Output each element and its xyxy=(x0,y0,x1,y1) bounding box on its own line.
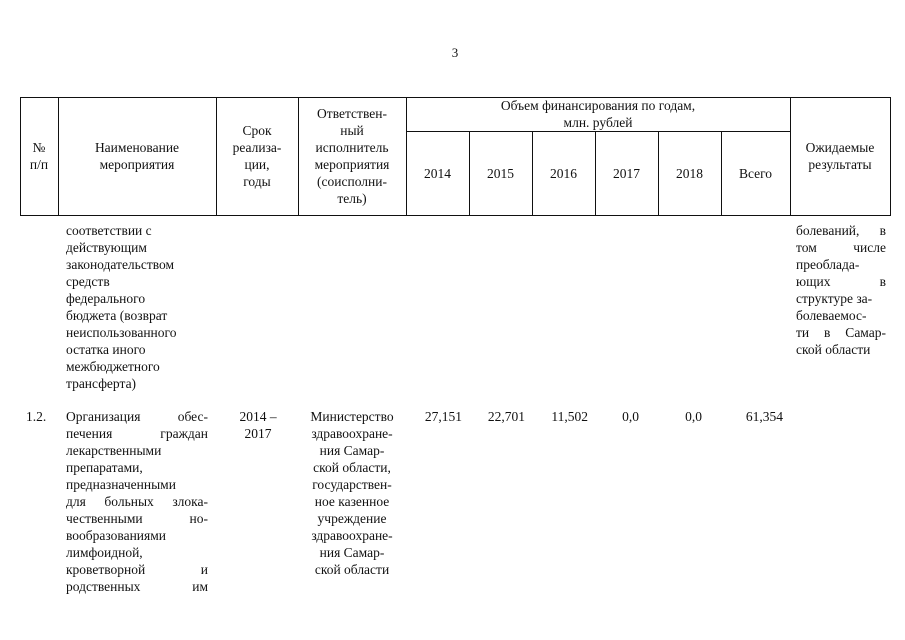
row-number: 1.2. xyxy=(26,409,47,424)
header-total: Всего xyxy=(738,165,773,181)
value-2015: 22,701 xyxy=(487,409,525,424)
continuation-name: соответствии с действующим законодательством средств федерального бюджета (возврат неиспользованного остатка иного межбюджетного трансферта) xyxy=(66,223,177,391)
header-year-2018: 2018 xyxy=(676,165,703,181)
page-number: 3 xyxy=(451,45,459,60)
header-executor: Ответствен- ный исполнитель мероприятия (соисполни- тель) xyxy=(314,106,390,206)
value-2016: 11,502 xyxy=(551,409,588,424)
header-year-2017: 2017 xyxy=(613,165,640,181)
row-executor: Министерство здравоохране- ния Самар- ской области, государствен- ное казенное учреждение здравоохране- ния Самар- ской области xyxy=(310,409,394,577)
value-2018: 0,0 xyxy=(685,409,702,424)
value-2017: 0,0 xyxy=(622,409,639,424)
header-term: Срок реализа- ции, годы xyxy=(232,123,282,189)
header-year-2014: 2014 xyxy=(424,165,451,181)
header-year-2015: 2015 xyxy=(487,165,514,181)
header-name: Наименование мероприятия xyxy=(94,140,180,172)
value-2014: 27,151 xyxy=(424,409,462,424)
header-year-2016: 2016 xyxy=(550,165,577,181)
value-total: 61,354 xyxy=(745,409,783,424)
row-name: Организация обес- печения граждан лекарственными препаратами, предназначенными для больных злока- чественными но- вообразованиями лимфоидной, кроветворной и родственных им xyxy=(66,409,208,594)
continuation-results: болеваний, в том числе преоблада- ющих в структуре за- болеваемос- ти в Самар- ской области xyxy=(796,223,886,357)
header-num: № п/п xyxy=(29,140,49,172)
header-results: Ожидаемые результаты xyxy=(805,140,875,172)
header-financing-title: Объем финансирования по годам, млн. рублей xyxy=(500,98,696,130)
row-term: 2014 – 2017 xyxy=(239,409,277,441)
